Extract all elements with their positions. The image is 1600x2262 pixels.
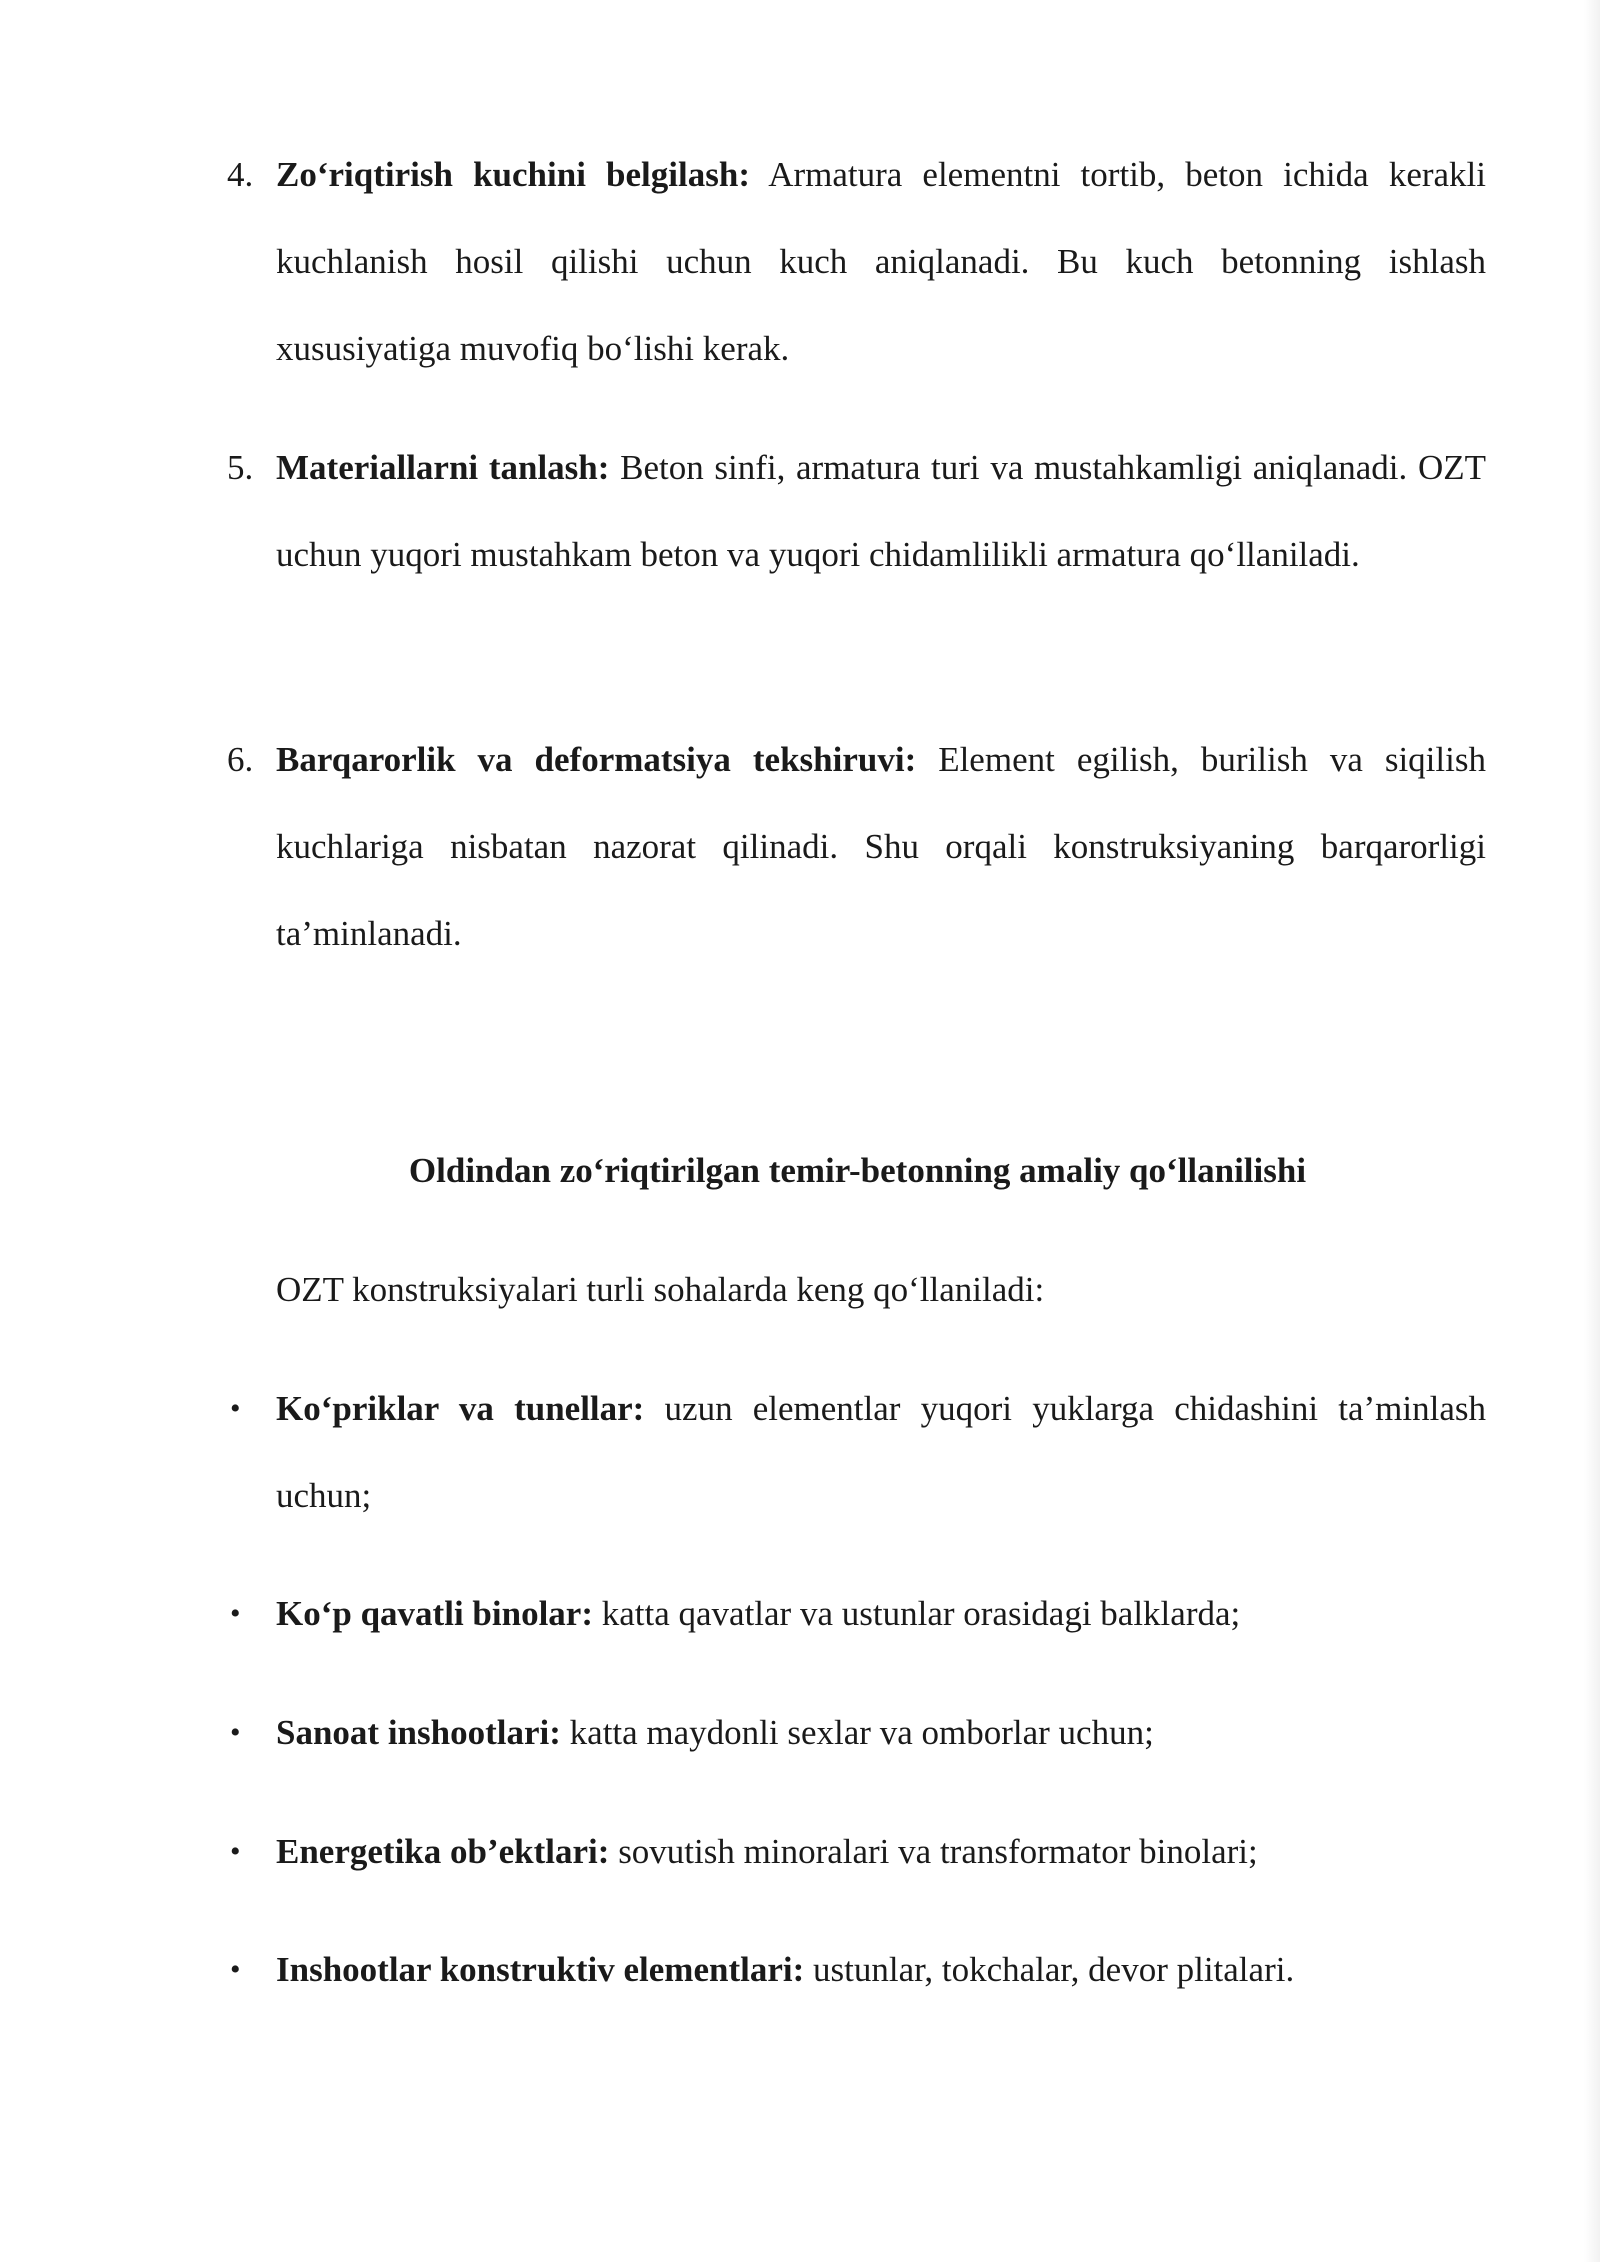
intro-paragraph: OZT konstruksiyalari turli sohalarda keng qo‘llaniladi: [276, 1270, 1045, 1309]
item-number: 5. [227, 448, 254, 487]
bullet-item [230, 1926, 1486, 2013]
item-number: 6. [227, 740, 254, 779]
numbered-item-4 [227, 131, 1486, 392]
item-lead: Ko‘p qavatli binolar: [276, 1594, 593, 1633]
bullet-item [230, 1689, 1486, 1776]
item-body: katta qavatlar va ustunlar orasidagi balklarda; [592, 1594, 1241, 1633]
item-lead: Barqarorlik va deformatsiya tekshiruvi: [276, 740, 917, 779]
bullet-icon: • [230, 1953, 241, 1986]
item-body: sovutish minoralari va transformator binolari; [609, 1832, 1258, 1871]
item-body: Element egilish, burilish va siqilish kuchlariga nisbatan nazorat qilinadi. Shu orqali konstruksiyaning barqarorligi ta’minlanadi. [276, 740, 1486, 953]
bullet-icon: • [230, 1835, 241, 1868]
bullet-icon: • [230, 1597, 241, 1630]
item-body: Armatura elementni tortib, beton ichida kerakli kuchlanish hosil qilishi uchun kuch aniqlanadi. Bu kuch betonning ishlash xususiyatiga muvofiq bo‘lishi kerak. [276, 155, 1486, 368]
item-number: 4. [227, 155, 254, 194]
item-lead: Energetika ob’ektlari: [276, 1832, 610, 1871]
item-lead: Materiallarni tanlash: [276, 448, 610, 487]
item-lead: Sanoat inshootlari: [276, 1713, 561, 1752]
item-body: ustunlar, tokchalar, devor plitalari. [804, 1950, 1295, 1989]
bullet-item [230, 1365, 1486, 1539]
item-lead: Ko‘priklar va tunellar: [276, 1389, 645, 1428]
section-heading: Oldindan zo‘riqtirilgan temir-betonning amaliy qo‘llanilishi [408, 1151, 1307, 1190]
bullet-item [230, 1570, 1486, 1657]
numbered-item-5 [227, 424, 1486, 598]
page-edge-shadow [1584, 0, 1600, 2262]
item-body: uzun elementlar yuqori yuklarga chidashini ta’minlash uchun; [276, 1389, 1486, 1515]
bullet-item [230, 1808, 1486, 1895]
bullet-icon: • [230, 1716, 241, 1749]
item-body: katta maydonli sexlar va omborlar uchun; [560, 1713, 1154, 1752]
item-lead: Inshootlar konstruktiv elementlari: [276, 1950, 805, 1989]
item-body: Beton sinfi, armatura turi va mustahkamligi aniqlanadi. OZT uchun yuqori mustahkam beton va yuqori chidamlilikli armatura qo‘llaniladi. [276, 448, 1486, 574]
item-lead: Zo‘riqtirish kuchini belgilash: [276, 155, 750, 194]
numbered-item-6 [227, 716, 1486, 977]
bullet-icon: • [230, 1392, 241, 1425]
